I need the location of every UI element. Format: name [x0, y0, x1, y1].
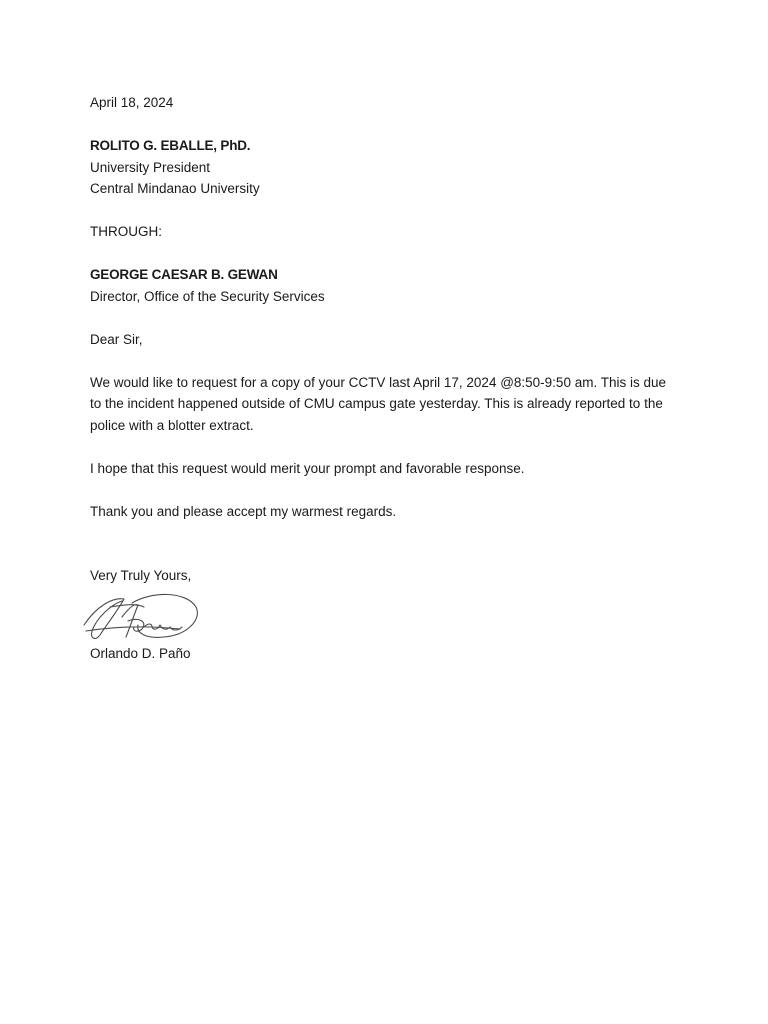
through-label: THROUGH: — [90, 224, 162, 239]
closing: Very Truly Yours, — [90, 568, 192, 583]
salutation: Dear Sir, — [90, 331, 143, 347]
handwritten-signature — [82, 587, 202, 643]
recipient-organization: Central Mindanao University — [90, 181, 260, 196]
recipient-name: ROLITO G. EBALLE, PhD. — [90, 138, 251, 153]
through-title: Director, Office of the Security Services — [90, 288, 325, 304]
through-name: GEORGE CAESAR B. GEWAN — [90, 267, 278, 282]
signatory-name: Orlando D. Paño — [90, 645, 191, 661]
letter-body — [90, 92, 690, 664]
letter-date: April 18, 2024 — [90, 95, 174, 110]
body-paragraph: Thank you and please accept my warmest regards. — [90, 503, 397, 519]
body-paragraph: I hope that this request would merit your prompt and favorable response. — [90, 460, 525, 476]
recipient-title: University President — [90, 159, 211, 175]
body-paragraph: We would like to request for a copy of your CCTV last April 17, 2024 @8:50-9:50 am. This is due to the incident happened outside of CMU campus gate yesterday. This is already reported to the police with a blotter extract. — [90, 374, 666, 433]
